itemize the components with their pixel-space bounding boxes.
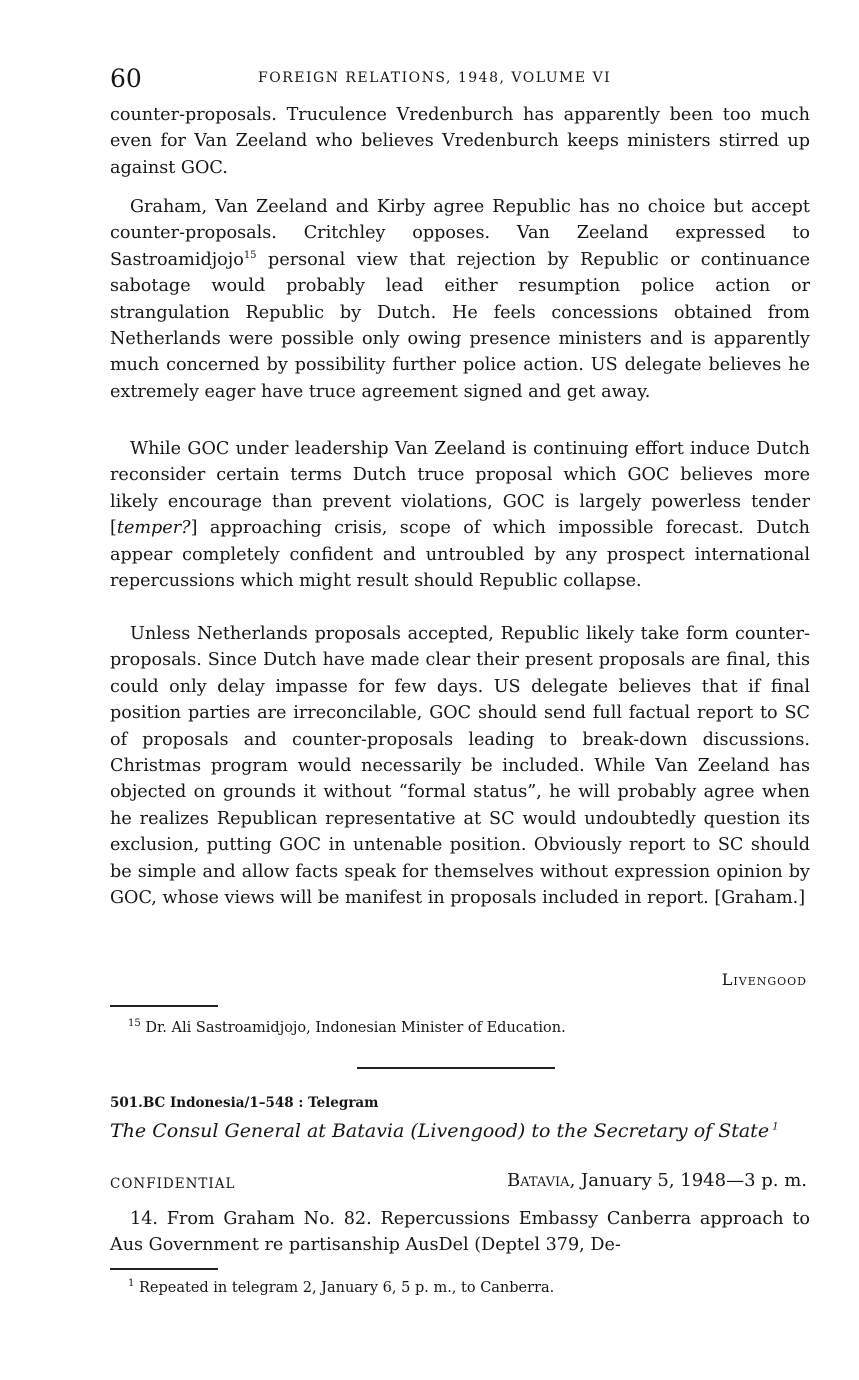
telegram-paragraph (110, 1206, 810, 1259)
body-paragraph (110, 194, 810, 405)
text-run: Unless Netherlands proposals accepted, Republic likely take form counter-proposals. Since Dutch have made clear their present proposals are final, this could only delay impasse for few days. US delegate believes that if final position parties are irreconcilable, GOC should send full factual report to SC of proposals and counter-proposals leading to break-down discussions. Christmas program would necessarily be included. While Van Zeeland has objected on grounds it without “formal status”, he will probably agree when he realizes Republican representative at SC would undoubtedly question its exclusion, putting GOC in untenable position. Obviously report to SC should be simple and allow facts speak for themselves without expression opinion by GOC, whose views will be manifest in proposals included in report. [Graham.] (110, 624, 810, 909)
text-run: temper? (116, 518, 191, 539)
footnote-ref: 15 (243, 249, 257, 261)
footnote-text: Dr. Ali Sastroamidjojo, Indonesian Minister of Education. (140, 1020, 566, 1036)
running-head: FOREIGN RELATIONS, 1948, VOLUME VI (258, 70, 612, 86)
dateline-place: Batavia (507, 1170, 570, 1191)
dateline (507, 1170, 807, 1191)
text-run: 14. From Graham No. 82. Repercussions Embassy Canberra approach to Aus Government re partisanship AusDel (Deptel 379, De- (110, 1209, 810, 1256)
body-paragraph (110, 621, 810, 911)
text-run: While GOC under leadership Van Zeeland is continuing effort induce Dutch reconsider certain terms Dutch truce proposal which GOC believes more likely encourage than prevent violations, GOC is largely powerless tender [ (110, 439, 810, 539)
footnote-text: Repeated in telegram 2, January 6, 5 p. m., to Canberra. (134, 1280, 555, 1296)
classification: CONFIDENTIAL (110, 1176, 236, 1192)
text-run: ) to the Secretary of State (517, 1120, 770, 1142)
section-divider (357, 1067, 555, 1069)
document-number: 501.BC Indonesia/1–548 : Telegram (110, 1095, 379, 1111)
text-run: ] approaching crisis, scope of which impossible forecast. Dutch appear completely confident and untroubled by any prospect international repercussions which might result should Republic collapse. (110, 518, 810, 592)
signature: Livengood (721, 970, 807, 989)
page-number: 60 (110, 64, 142, 93)
footnote-marker: 1 (128, 1278, 135, 1290)
text-run: The Consul General at Batavia ( (110, 1120, 418, 1142)
footnote-15 (128, 1018, 566, 1038)
footnote-rule (110, 1268, 218, 1270)
footnote-1 (128, 1278, 554, 1298)
dateline-date: , January 5, 1948—3 p. m. (569, 1170, 807, 1191)
body-paragraph (110, 102, 810, 181)
text-run: counter-proposals. Truculence Vredenburch has apparently been too much even for Van Zeeland who believes Vredenburch keeps ministers stirred up against GOC. (110, 105, 810, 178)
body-paragraph (110, 436, 810, 594)
footnote-rule (110, 1005, 218, 1007)
text-run: Graham, Van Zeeland and Kirby agree Republic has no choice but accept counter-proposals. Critchley opposes. Van Zeeland expressed to Sastroamidjojo (110, 197, 810, 270)
document-title (110, 1120, 810, 1142)
footnote-ref: 1 (769, 1121, 779, 1133)
text-run: Livengood (417, 1120, 518, 1142)
footnote-marker: 15 (128, 1018, 141, 1030)
text-run: personal view that rejection by Republic or continuance sabotage would probably lead either resumption police action or strangulation Republic by Dutch. He feels concessions obtained from Netherlands were possible only owing presence ministers and is apparently much concerned by possibility further police action. US delegate believes he extremely eager have truce agreement signed and get away. (110, 249, 810, 402)
